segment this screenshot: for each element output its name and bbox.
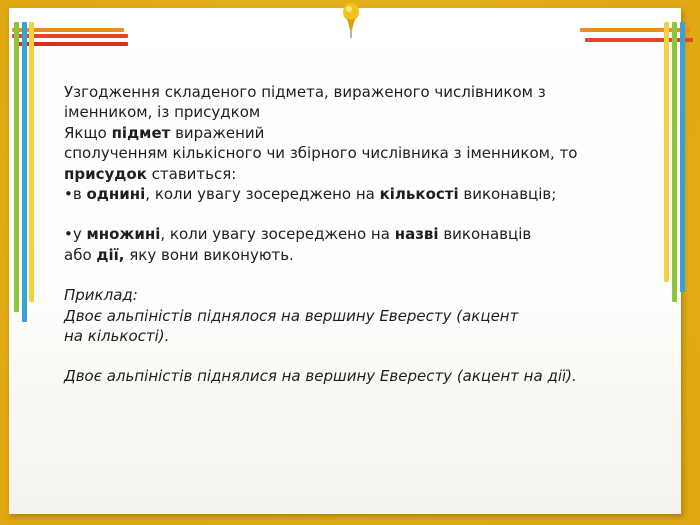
bullet-singular <box>64 184 624 204</box>
pencil-green-left <box>14 22 19 312</box>
page-title: Узгодження складеного підмета, вираженого числівником з іменником, із присудком <box>64 83 546 122</box>
bullet-text-part: виконавців <box>438 225 532 244</box>
bullet-text-part: •в <box>64 185 87 204</box>
keyword-nazvi: назві <box>394 225 439 244</box>
rule-text-part: сполученням кількісного чи збірного числівника з іменником, то <box>64 144 578 163</box>
pencil-yellow-left <box>29 22 34 302</box>
push-pin-icon <box>338 0 364 40</box>
example-line-2: Двоє альпіністів піднялися на вершину Евересту (акцент на дії). <box>64 367 577 386</box>
keyword-kilkosti: кількості <box>379 185 459 204</box>
bullet-text-part: або <box>64 245 97 264</box>
rule-text-part: Якщо <box>64 123 112 142</box>
pencil-yellow-right <box>664 22 669 282</box>
rule-text-part: виражений <box>170 123 265 142</box>
keyword-prysudok: присудок <box>64 164 147 183</box>
rule-text-part: ставиться: <box>146 164 237 183</box>
rule-paragraph-2 <box>64 143 624 184</box>
spacer <box>64 204 624 224</box>
rule-text <box>64 82 624 387</box>
example-line-1-cont: на кількості). <box>64 327 170 346</box>
bullet-plural <box>64 224 624 244</box>
bullet-plural-2 <box>64 245 624 265</box>
bullet-text-part: яку вони виконують. <box>124 245 294 264</box>
pencil-blue-right <box>680 22 685 292</box>
pencil-green-right <box>672 22 677 302</box>
bullet-text-part: •у <box>64 225 87 244</box>
spacer <box>64 346 624 366</box>
example-label: Приклад: <box>64 286 138 305</box>
spacer <box>64 265 624 285</box>
example-line-1: Двоє альпіністів піднялося на вершину Евересту (акцент <box>64 306 519 325</box>
bullet-text-part: , коли увагу зосереджено на <box>145 185 380 204</box>
keyword-dii: дії, <box>96 245 125 264</box>
rule-paragraph <box>64 123 624 143</box>
bullet-text-part: виконавців; <box>458 185 557 204</box>
keyword-pidmet: підмет <box>111 123 171 142</box>
keyword-mnozhyni: множині <box>86 225 161 244</box>
keyword-odnyni: однині <box>86 185 146 204</box>
bullet-text-part: , коли увагу зосереджено на <box>160 225 395 244</box>
pencil-blue-left <box>22 22 27 322</box>
